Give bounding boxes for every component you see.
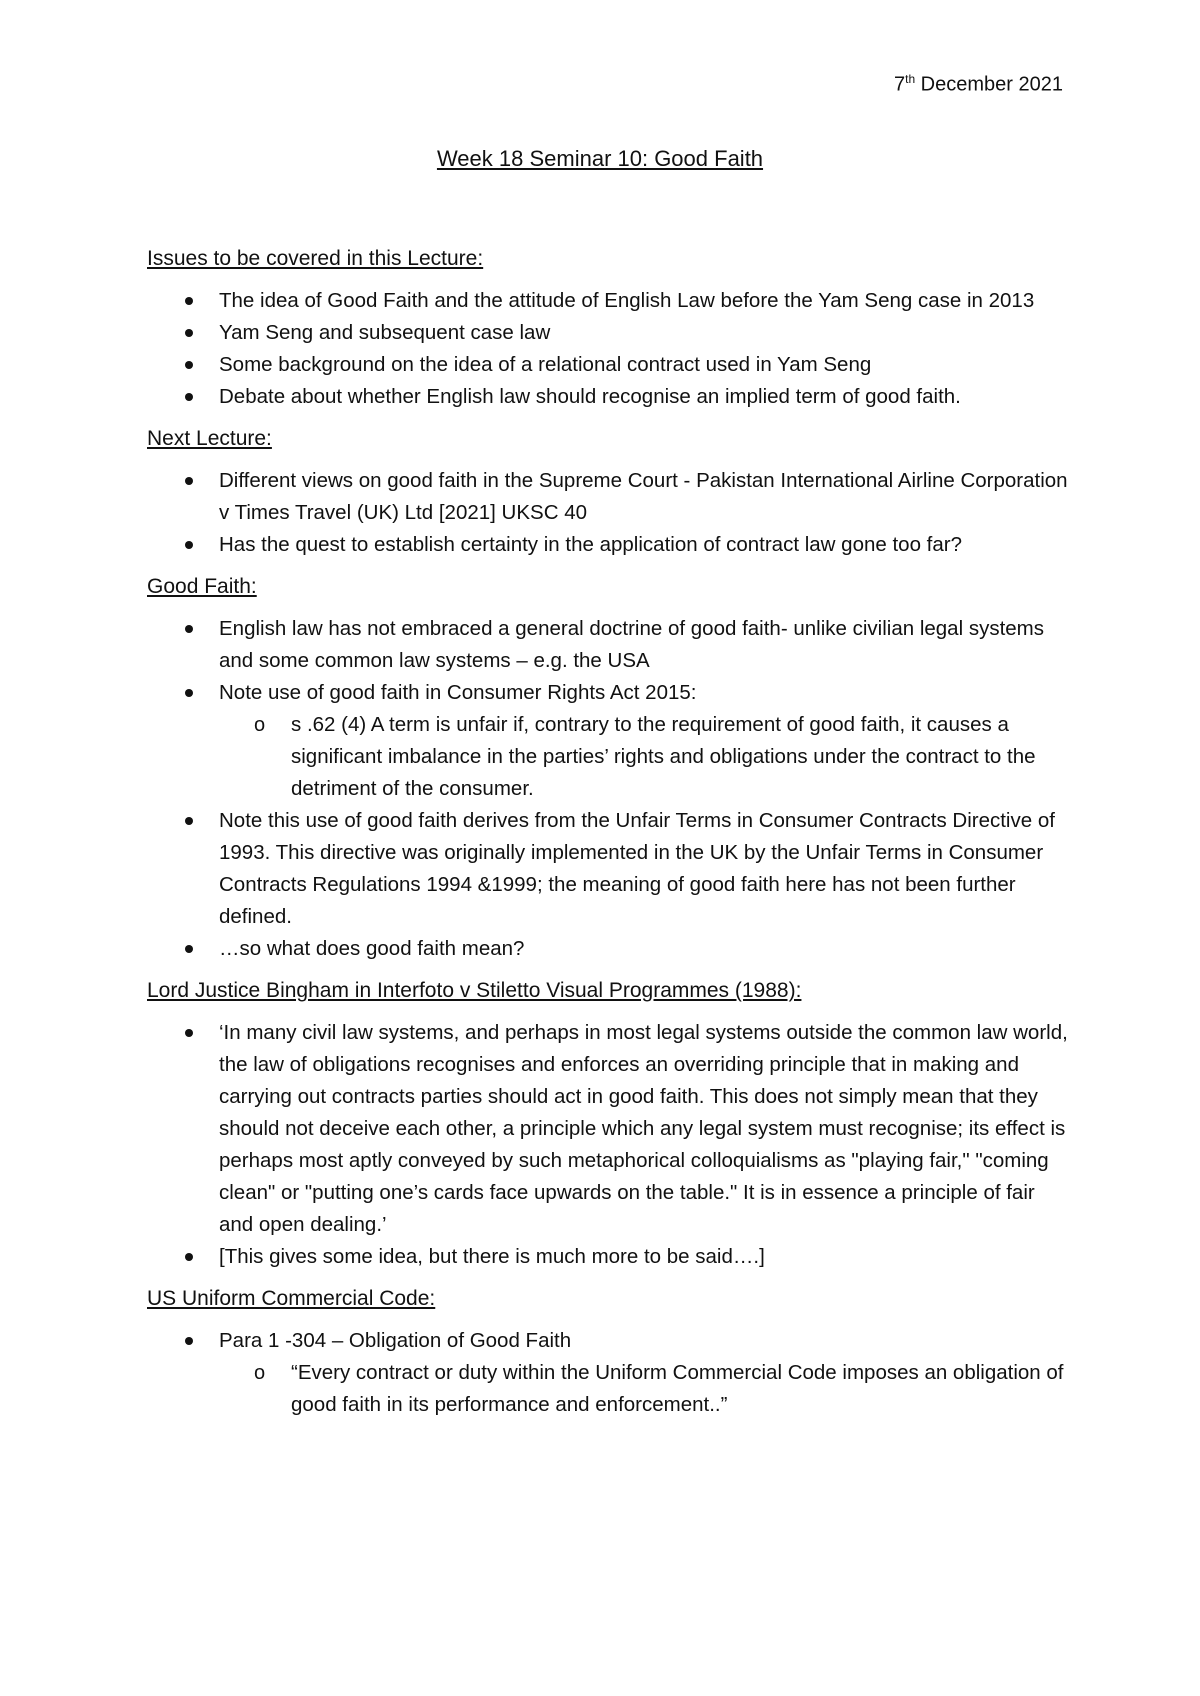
bingham-heading: Lord Justice Bingham in Interfoto v Stiletto Visual Programmes (1988):: [147, 979, 802, 1002]
list-item: [This gives some idea, but there is much more to be said….]: [147, 1241, 1072, 1273]
sub-list-item: o “Every contract or duty within the Uniform Commercial Code imposes an obligation of good faith in its performance and enforcement..”: [219, 1357, 1072, 1421]
next-lecture-heading: Next Lecture:: [147, 427, 272, 450]
bingham-list: [147, 1017, 1072, 1273]
document-title: Week 18 Seminar 10: Good Faith: [436, 146, 764, 171]
sub-list: [219, 1357, 1072, 1421]
list-item: Debate about whether English law should recognise an implied term of good faith.: [147, 381, 1072, 413]
list-item: Some background on the idea of a relational contract used in Yam Seng: [147, 349, 1072, 381]
list-item-text: Note use of good faith in Consumer Rights Act 2015:: [219, 681, 697, 704]
list-item: [147, 1325, 1072, 1421]
ucc-list: [147, 1325, 1072, 1421]
list-item: ‘In many civil law systems, and perhaps in most legal systems outside the common law world, the law of obligations recognises and enforces an overriding principle that in making and carrying out contracts parties should act in good faith. This does not simply mean that they should not deceive each other, a principle which any legal system must recognise; its effect is perhaps most aptly conveyed by such metaphorical colloquialisms as "playing fair," "coming clean" or "putting one’s cards face upwards on the table." It is in essence a principle of fair and open dealing.’: [147, 1017, 1072, 1241]
list-item: Yam Seng and subsequent case law: [147, 317, 1072, 349]
list-item: Has the quest to establish certainty in the application of contract law gone too far?: [147, 529, 1072, 561]
next-lecture-list: [147, 465, 1072, 561]
sub-list-item: o s .62 (4) A term is unfair if, contrary to the requirement of good faith, it causes a significant imbalance in the parties’ rights and obligations under the contract to the detriment of the consumer.: [219, 709, 1072, 805]
document-body: [147, 243, 1072, 1431]
issues-heading: Issues to be covered in this Lecture:: [147, 247, 484, 270]
date-suffix: th: [905, 72, 916, 86]
list-item: The idea of Good Faith and the attitude of English Law before the Yam Seng case in 2013: [147, 285, 1072, 317]
list-item: [147, 677, 1072, 805]
list-item: Note this use of good faith derives from the Unfair Terms in Consumer Contracts Directive of 1993. This directive was originally implemented in the UK by the Unfair Terms in Consumer Contracts Regulations 1994 &1999; the meaning of good faith here has not been further defined.: [147, 805, 1072, 933]
issues-list: [147, 285, 1072, 413]
list-item-text: Para 1 -304 – Obligation of Good Faith: [219, 1329, 572, 1352]
list-item: Different views on good faith in the Supreme Court - Pakistan International Airline Corporation v Times Travel (UK) Ltd [2021] UKSC 40: [147, 465, 1072, 529]
list-item: English law has not embraced a general doctrine of good faith- unlike civilian legal systems and some common law systems – e.g. the USA: [147, 613, 1072, 677]
date-day: 7: [893, 73, 906, 96]
date-month-year: December 2021: [915, 73, 1063, 96]
list-item: …so what does good faith mean?: [147, 933, 1072, 965]
sub-list: [219, 709, 1072, 805]
ucc-heading: US Uniform Commercial Code:: [147, 1287, 436, 1310]
good-faith-heading: Good Faith:: [147, 575, 257, 598]
good-faith-list: [147, 613, 1072, 965]
document-date: [894, 72, 1063, 97]
